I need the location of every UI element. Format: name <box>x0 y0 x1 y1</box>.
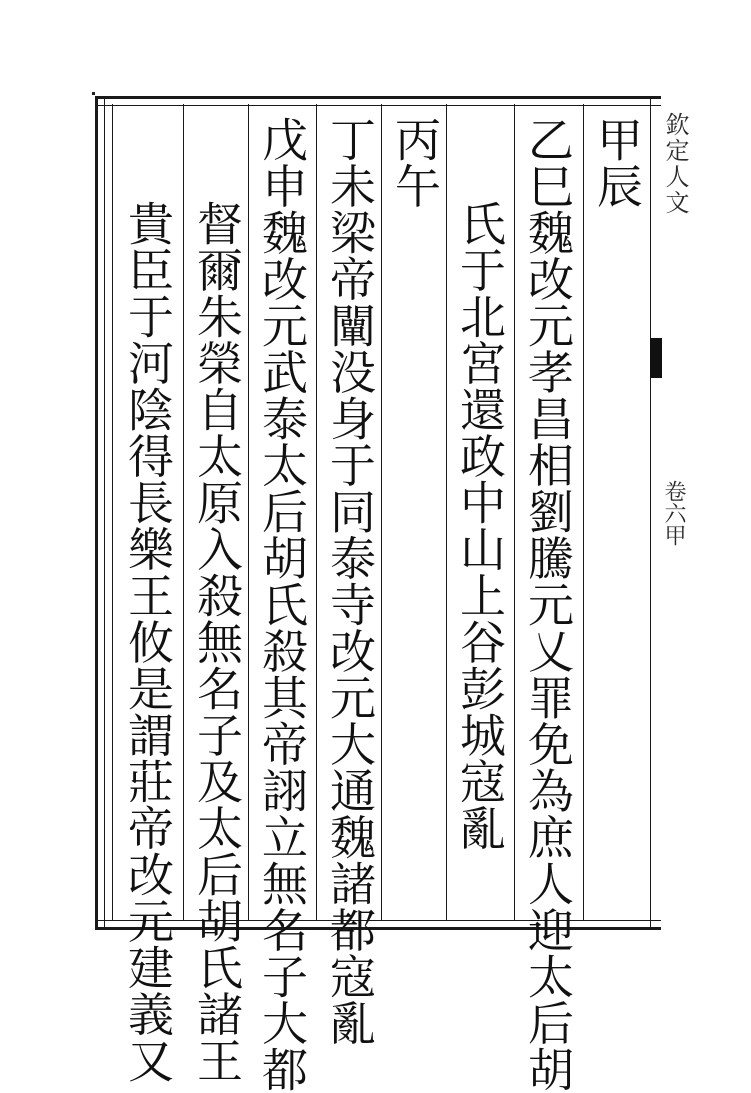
column-rule <box>446 104 447 920</box>
fold-fishtail-mark <box>650 338 662 378</box>
frame-left-border <box>95 96 105 930</box>
column-rule <box>381 104 382 920</box>
text-column-5: 丁未梁帝闡没身于同泰寺改元大通魏諸都寇亂 <box>323 116 377 1046</box>
text-column-4: 丙午 <box>388 116 442 209</box>
text-column-3: 氏于北宮還政中山上谷彭城寇亂 <box>453 200 507 851</box>
column-rule <box>316 104 317 920</box>
column-rule <box>514 104 515 920</box>
text-column-6: 戊申魏改元武泰太后胡氏殺其帝詡立無名子大都 <box>255 116 309 1093</box>
frame-bottom-border <box>95 920 661 930</box>
column-rule <box>183 104 184 920</box>
column-rule <box>112 104 113 920</box>
frame-top-border <box>95 96 661 106</box>
column-rule <box>583 104 584 920</box>
column-rule <box>248 104 249 920</box>
text-column-8: 貴臣于河陰得長樂王攸是謂莊帝改元建義又 <box>121 200 175 1084</box>
text-column-2: 乙巳魏改元孝昌相劉騰元乂罪免為庶人迎太后胡 <box>521 116 575 1093</box>
fold-title: 欽定人文 <box>661 112 689 216</box>
fold-page-marker: 卷六甲 <box>661 480 686 546</box>
text-column-1: 甲辰 <box>590 116 644 209</box>
scan-speck <box>92 92 95 95</box>
text-column-7: 督爾朱榮自太原入殺無名子及太后胡氏諸王 <box>190 200 244 1084</box>
